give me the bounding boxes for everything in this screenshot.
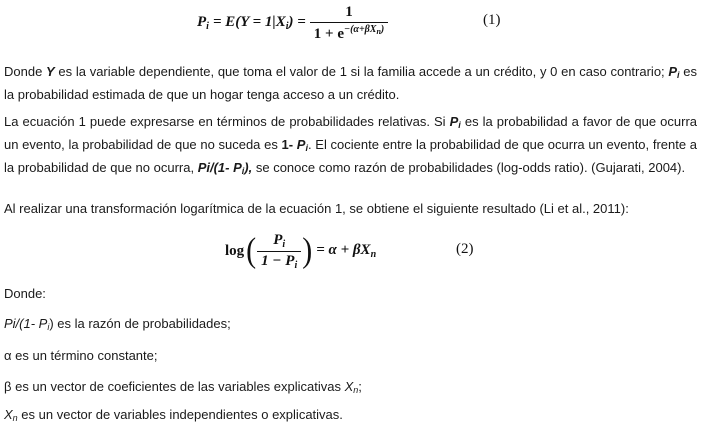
paragraph-definition: Donde Y es la variable dependiente, que toma el valor de 1 si la familia accede a un crédito, y 0 en caso contrario; Pi es la probabilidad estimada de que un hogar tenga acceso a un crédito. bbox=[4, 64, 698, 102]
eq1-number: (1) bbox=[483, 12, 501, 28]
eq2-numerator: $P_i$ bbox=[273, 231, 286, 250]
eq1-numerator: 1 bbox=[345, 3, 353, 20]
eq1-lhs: $P_i$ bbox=[197, 14, 209, 32]
eq1-denominator: $1 + e^{-(\alpha+\beta X_n)}$ bbox=[310, 22, 388, 43]
eq1-fraction bbox=[310, 4, 388, 43]
item-beta: β es un vector de coeficientes de las variables explicativas Xn; bbox=[4, 379, 362, 395]
paragraph-donde: Donde: bbox=[4, 286, 46, 301]
eq2-fraction bbox=[257, 232, 301, 271]
eq1-expectation: = $E(Y = 1|X_i)$ = bbox=[212, 14, 306, 32]
item-odds-ratio: Pi/(1- Pi) es la razón de probabilidades; bbox=[4, 316, 231, 332]
equation-1 bbox=[0, 0, 703, 46]
eq2-denominator: $1 - P_i$ bbox=[257, 251, 301, 271]
eq1-exponent: −(α+βXn) bbox=[344, 23, 385, 36]
item-alpha: α es un término constante; bbox=[4, 348, 158, 363]
paragraph-log-transform: Al realizar una transformación logarítmica de la ecuación 1, se obtiene el siguiente resultado (Li et al., 2011): bbox=[4, 201, 629, 216]
eq2-left-paren: ( bbox=[246, 231, 257, 270]
item-xn: Xn es un vector de variables independientes o explicativas. bbox=[4, 407, 343, 423]
eq2-right-paren: ) bbox=[302, 231, 313, 270]
equation-2 bbox=[0, 226, 703, 276]
eq2-number: (2) bbox=[456, 241, 474, 257]
eq2-rhs: = $\alpha + \beta X_n$ bbox=[316, 242, 377, 260]
paragraph-odds: La ecuación 1 puede expresarse en términos de probabilidades relativas. Si Pi es la probabilidad a favor de que ocurra un evento, la probabilidad de que no suceda es 1- Pi. El cociente entre la probabilidad de que ocurra un evento, frente a la probabilidad de que no ocurra, Pi/(1- Pi), se conoce como razón de probabilidades (log-odds ratio). (Gujarati, 2004). bbox=[4, 114, 697, 176]
eq2-log: log bbox=[225, 242, 245, 259]
